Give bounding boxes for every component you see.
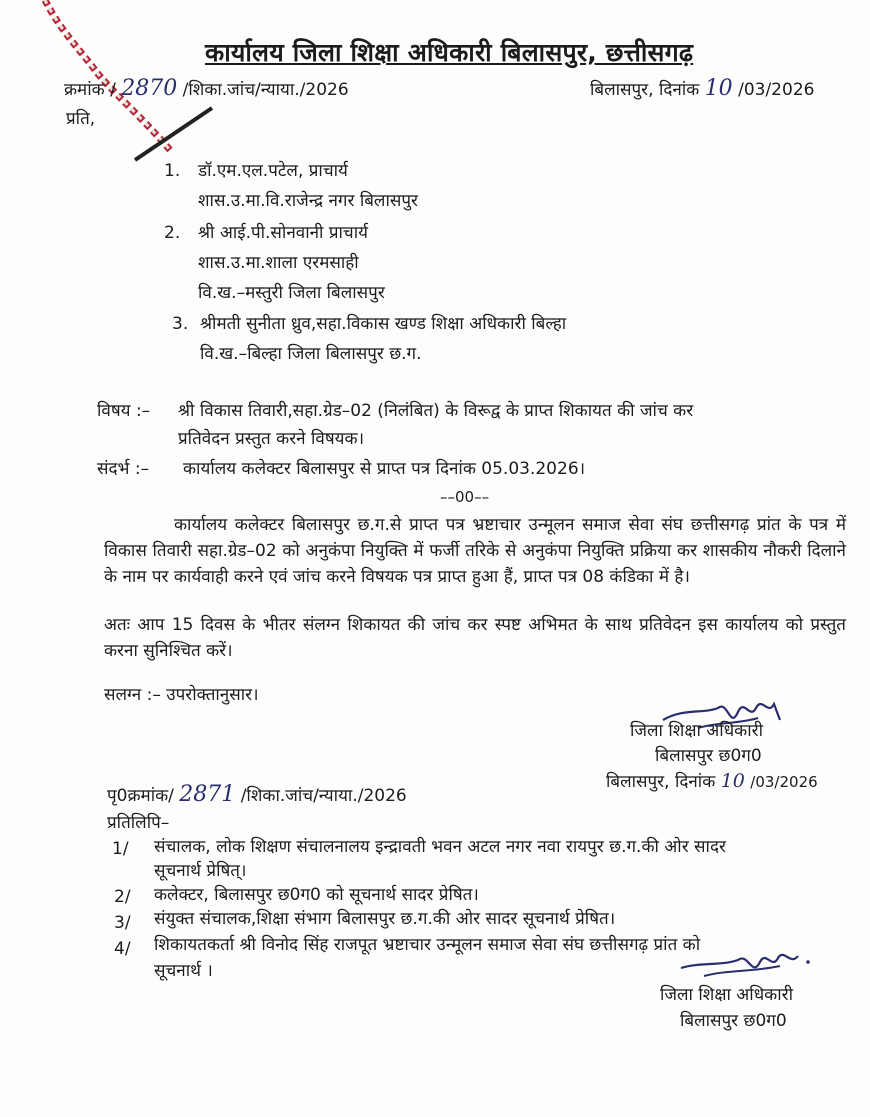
copy-item-4-number: 4/ [114, 939, 131, 959]
place-date-prefix: बिलासपुर, दिनांक [590, 80, 700, 100]
copy-item-1-number: 1/ [112, 839, 129, 859]
ref-number-handwritten: 2870 [121, 76, 178, 101]
copy-ref-number-handwritten: 2871 [179, 782, 236, 807]
signature-1-date-line [606, 770, 818, 793]
separator: ––00–– [440, 488, 490, 506]
copy-heading: प्रतिलिपि– [107, 813, 170, 833]
recipient-3-number: 3. [172, 314, 189, 334]
recipient-2-line-3: वि.ख.–मस्तुरी जिला बिलासपुर [198, 283, 385, 303]
copy-item-4-line-1: शिकायतकर्ता श्री विनोद सिंह राजपूत भ्रष्टाचार उन्मूलन समाज सेवा संघ छत्तीसगढ़ प्रांत को [154, 935, 701, 955]
enclosure-line: सलग्न :– उपरोक्तानुसार। [104, 685, 259, 705]
copy-item-1-line-1: संचालक, लोक शिक्षण संचालनालय इन्द्रावती भवन अटल नगर नवा रायपुर छ.ग.की ओर सादर [154, 837, 726, 857]
recipient-1-line-1: डॉ.एम.एल.पटेल, प्राचार्य [198, 161, 348, 181]
signature-1-date-day: 10 [720, 770, 745, 792]
recipient-2-number: 2. [164, 223, 181, 243]
subject-line-1: श्री विकास तिवारी,सहा.ग्रेड–02 (निलंबित) के विरूद्व के प्राप्त शिकायत की जांच कर [178, 401, 694, 421]
recipient-2-line-2: शास.उ.मा.शाला एरमसाही [198, 253, 359, 273]
copy-item-4-line-2: सूचनार्थ । [154, 961, 213, 981]
body-paragraph-1: कार्यालय कलेक्टर बिलासपुर छ.ग.से प्राप्त पत्र भ्रष्टाचार उन्मूलन समाज सेवा संघ छत्तीसगढ़ प्रांत के पत्र में विकास तिवारी सहा.ग्रेड–02 को अनुकंपा नियुक्ति में फर्जी तरिके से अनुकंपा नियुक्ति प्रक्रिया कर शासकीय नौकरी दिलाने के नाम पर कार्यवाही करने एवं जांच करने विषयक पत्र प्राप्त हुआ हैं, प्राप्त पत्र 08 कंडिका में है। [104, 515, 846, 587]
signature-2-designation: जिला शिक्षा अधिकारी [660, 985, 793, 1005]
reference-label: संदर्भ :– [97, 459, 150, 479]
signature-1-date-rest: /03/2026 [750, 773, 818, 791]
recipient-2-line-1: श्री आई.पी.सोनवानी प्राचार्य [198, 223, 368, 243]
copy-item-2-number: 2/ [114, 887, 131, 907]
reference-text: कार्यालय कलेक्टर बिलासपुर से प्राप्त पत्र दिनांक 05.03.2026। [183, 459, 586, 479]
copy-item-3-line-1: संयुक्त संचालक,शिक्षा संभाग बिलासपुर छ.ग.की ओर सादर सूचनार्थ प्रेषित। [154, 909, 616, 929]
recipient-1-number: 1. [164, 161, 181, 181]
copy-item-1-line-2: सूचनार्थ प्रेषित्। [154, 861, 247, 881]
copy-ref-prefix: पृ0क्रमांक/ [107, 786, 174, 806]
signature-1-designation: जिला शिक्षा अधिकारी [630, 721, 763, 741]
signature-1-office: बिलासपुर छ0ग0 [655, 746, 762, 766]
copy-ref-suffix: /शिका.जांच/न्याया./2026 [240, 786, 407, 806]
signature-2-office: बिलासपुर छ0ग0 [680, 1011, 787, 1031]
signature-1-date-prefix: बिलासपुर, दिनांक [606, 772, 716, 792]
date-rest: /03/2026 [738, 80, 815, 100]
subject-label: विषय :– [97, 401, 151, 421]
recipient-1-line-2: शास.उ.मा.वि.राजेन्द्र नगर बिलासपुर [198, 191, 418, 211]
reference-number-line [64, 78, 349, 101]
recipient-3-line-2: वि.ख.–बिल्हा जिला बिलासपुर छ.ग. [200, 344, 422, 364]
copy-item-2-line-1: कलेक्टर, बिलासपुर छ0ग0 को सूचनार्थ सादर प्रेषित। [154, 885, 479, 905]
date-day-handwritten: 10 [704, 76, 733, 101]
office-title: कार्यालय जिला शिक्षा अधिकारी बिलासपुर, छत्तीसगढ़ [205, 38, 694, 67]
body-paragraph-2: अतः आप 15 दिवस के भीतर संलग्न शिकायत की जांच कर स्पष्ट अभिमत के साथ प्रतिवेदन इस कार्यालय को प्रस्तुत करना सुनिश्चित करें। [104, 615, 846, 661]
copy-reference-line [107, 784, 407, 807]
signature-2 [676, 940, 816, 990]
prati-label: प्रति, [66, 109, 96, 129]
ref-suffix: /शिका.जांच/न्याया./2026 [182, 80, 349, 100]
ref-prefix: क्रमांक / [64, 80, 116, 100]
copy-item-3-number: 3/ [114, 913, 131, 933]
subject-line-2: प्रतिवेदन प्रस्तुत करने विषयक। [178, 429, 365, 449]
recipient-3-line-1: श्रीमती सुनीता ध्रुव,सहा.विकास खण्ड शिक्षा अधिकारी बिल्हा [200, 314, 567, 334]
place-date-line [590, 78, 814, 101]
